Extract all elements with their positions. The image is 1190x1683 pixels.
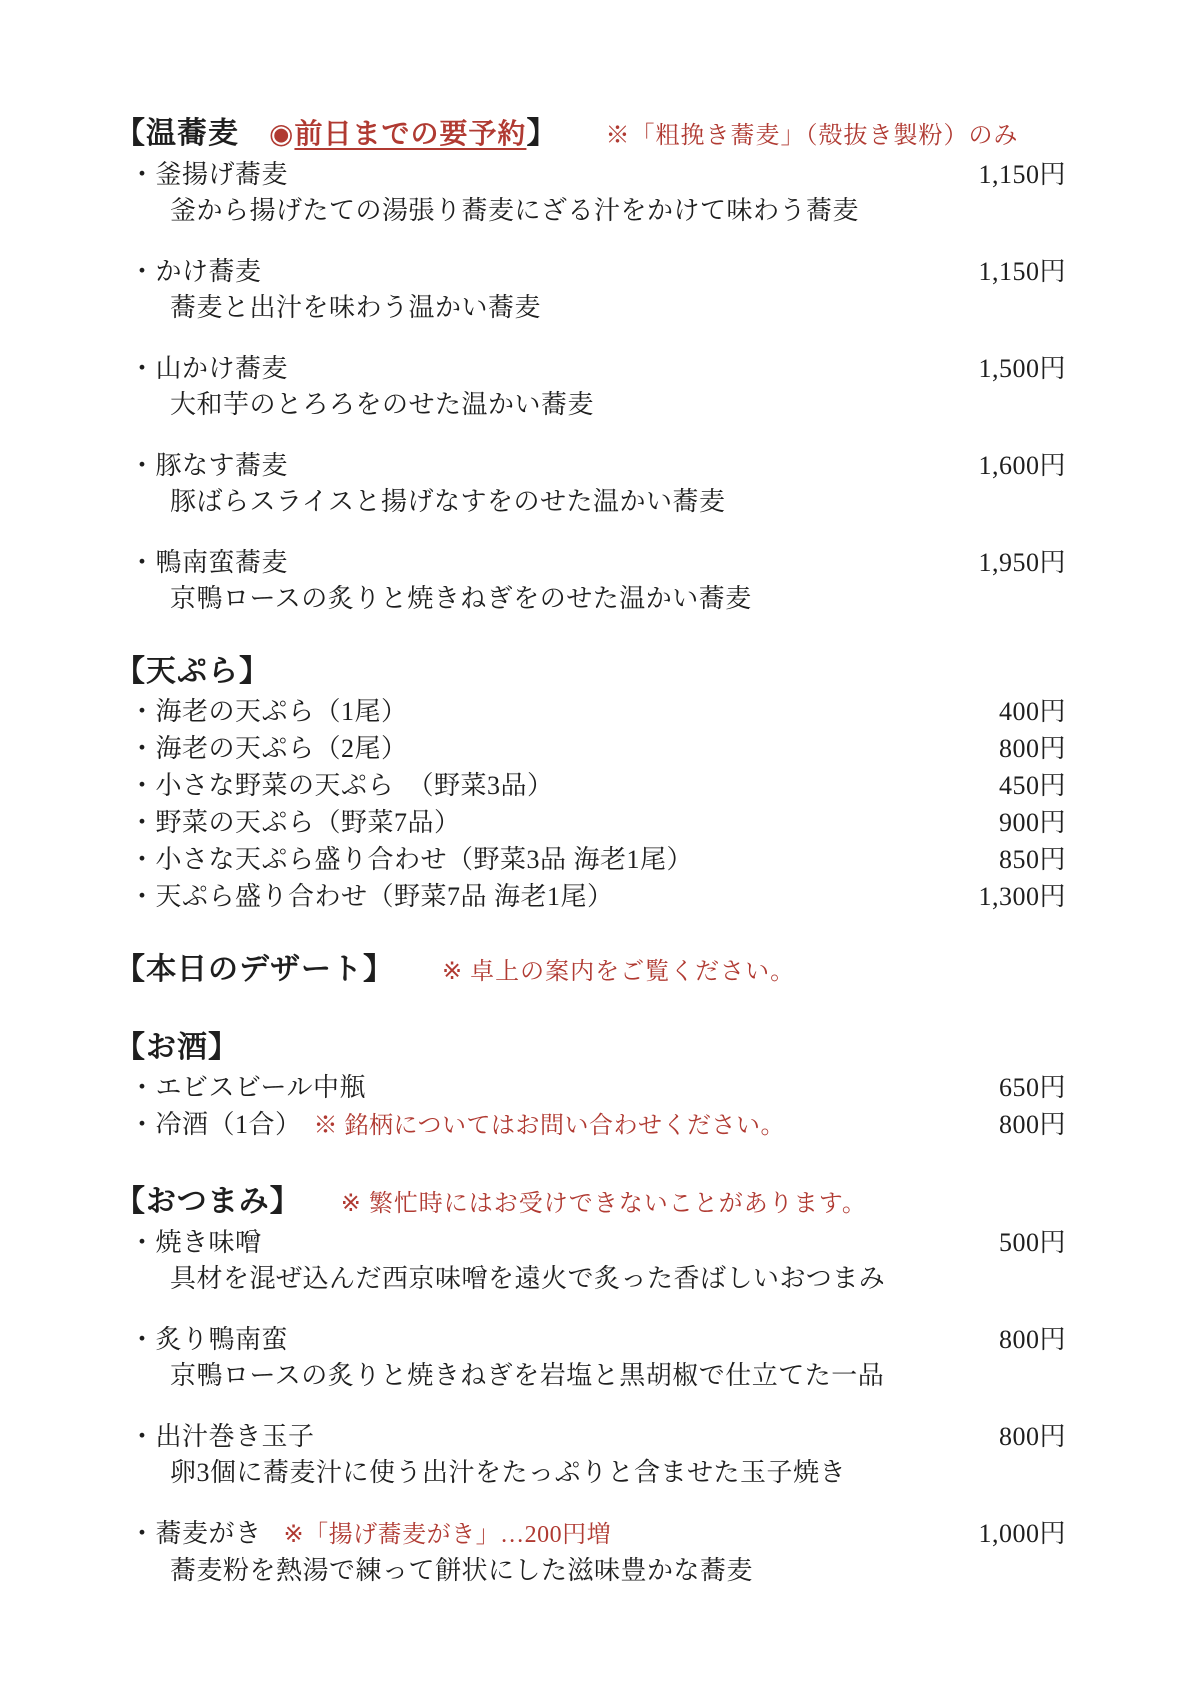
item-name: ・山かけ蕎麦 [129,354,289,383]
menu-item-sobagaki [115,1516,1066,1589]
item-price: 800円 [998,1110,1066,1139]
item-price: 1,150円 [978,257,1066,286]
section-tempura [115,651,1066,915]
item-inline-note: ※「揚げ蕎麦がき」…200円増 [283,1522,612,1548]
reservation-mark-icon: ◉ [269,119,295,150]
item-description: 豚ばらスライスと揚げなすをのせた温かい蕎麦 [170,487,726,516]
item-row [115,448,1066,484]
item-name: ・小さな天ぷら盛り合わせ（野菜3品 海老1尾） [129,845,694,874]
warm-soba-heading [115,113,1066,157]
item-name [129,1419,315,1455]
item-row [115,254,1066,290]
item-price: 800円 [998,1422,1066,1451]
otsumami-note: ※ 繁忙時にはお受けできないことがあります。 [340,1191,867,1217]
warm-soba-title: 【温蕎麦 [115,117,239,150]
menu-item-ebi-tempura-2 [115,730,1066,767]
menu-item-kamaage-soba [115,157,1066,229]
item-name-text: ・エビスビール中瓶 [129,1073,366,1102]
section-warm-soba [115,113,1066,617]
drinks-heading: 【お酒】 [115,1031,239,1064]
item-description: 京鴨ロースの炙りと焼きねぎを岩塩と黒胡椒で仕立てた一品 [170,1361,885,1390]
menu-item-vegetable-tempura [115,804,1066,841]
item-price: 1,150円 [978,160,1066,189]
menu-item-small-vegetable-tempura [115,767,1066,804]
item-name: ・鴨南蛮蕎麦 [129,548,289,577]
item-name-text: ・出汁巻き玉子 [129,1422,315,1451]
menu-item-cold-sake [115,1106,1066,1145]
item-name: ・豚なす蕎麦 [129,451,289,480]
otsumami-title: 【おつまみ】 [115,1185,301,1218]
item-description: 卵3個に蕎麦汁に使う出汁をたっぷりと含ませた玉子焼き [170,1458,847,1487]
item-description: 蕎麦と出汁を味わう温かい蕎麦 [170,293,542,322]
item-name: ・野菜の天ぷら（野菜7品） [129,808,461,837]
item-price: 800円 [998,1325,1066,1354]
item-price: 500円 [998,1228,1066,1257]
menu-item-aburi-kamonanban [115,1322,1066,1394]
warm-soba-bracket-close: 】 [526,117,558,150]
item-row [115,1322,1066,1358]
warm-soba-note: ※「粗挽き蕎麦」（殻抜き製粉）のみ [605,123,1019,149]
otsumami-heading [115,1181,1066,1225]
item-row [115,157,1066,193]
item-name-text: ・蕎麦がき [129,1519,262,1548]
tempura-heading: 【天ぷら】 [115,655,270,688]
item-description: 蕎麦粉を熱湯で練って餅状にした滋味豊かな蕎麦 [170,1556,754,1585]
menu-item-butanasu-soba [115,448,1066,520]
item-name-text: ・冷酒（1合） [129,1110,302,1139]
item-name [129,1516,611,1553]
item-price: 900円 [998,808,1066,837]
item-name [129,1225,262,1261]
menu-item-yebisu-beer [115,1069,1066,1106]
item-name [129,1322,288,1358]
item-row [115,545,1066,581]
menu-item-kake-soba [115,254,1066,326]
section-drinks [115,1027,1066,1145]
reservation-note [269,119,526,150]
item-row [115,351,1066,387]
item-price: 400円 [998,697,1066,726]
menu-item-small-tempura-assortment [115,841,1066,878]
item-name-text: ・炙り鴨南蛮 [129,1325,289,1354]
reservation-text: 前日までの要予約 [294,119,527,150]
item-inline-note: ※ 銘柄についてはお問い合わせください。 [313,1113,786,1139]
item-price: 1,000円 [978,1519,1066,1548]
dessert-note: ※ 卓上の案内をご覧ください。 [442,959,796,985]
item-description: 大和芋のとろろをのせた温かい蕎麦 [170,390,595,419]
item-price: 1,950円 [978,548,1066,577]
item-name [129,1069,366,1106]
item-name: ・天ぷら盛り合わせ（野菜7品 海老1尾） [129,882,614,911]
item-name: ・かけ蕎麦 [129,257,262,286]
menu-item-yaki-miso [115,1225,1066,1297]
item-description: 京鴨ロースの炙りと焼きねぎをのせた温かい蕎麦 [170,584,752,613]
section-dessert [115,949,1066,993]
item-name: ・小さな野菜の天ぷら （野菜3品） [129,771,554,800]
menu-item-kamonanban-soba [115,545,1066,617]
item-price: 850円 [998,845,1066,874]
item-price: 450円 [998,771,1066,800]
item-name-text: ・焼き味噌 [129,1228,262,1257]
item-price: 1,500円 [978,354,1066,383]
item-row [115,1225,1066,1261]
item-price: 1,600円 [978,451,1066,480]
item-name: ・釜揚げ蕎麦 [129,160,289,189]
item-price: 650円 [998,1073,1066,1102]
menu-item-ebi-tempura-1 [115,693,1066,730]
section-otsumami [115,1181,1066,1589]
item-row [115,1419,1066,1455]
item-name [129,1106,785,1145]
menu-item-yamakake-soba [115,351,1066,423]
item-name: ・海老の天ぷら（2尾） [129,734,408,763]
item-description: 具材を混ぜ込んだ西京味噌を遠火で炙った香ばしいおつまみ [170,1264,886,1293]
item-price: 800円 [998,734,1066,763]
dessert-title: 【本日のデザート】 [115,953,394,986]
item-row [115,1516,1066,1553]
dessert-heading [115,949,1066,993]
item-description: 釜から揚げたての湯張り蕎麦にざる汁をかけて味わう蕎麦 [170,196,860,225]
item-price: 1,300円 [978,882,1066,911]
item-name: ・海老の天ぷら（1尾） [129,697,408,726]
menu-item-dashimaki-tamago [115,1419,1066,1491]
menu-item-tempura-assortment [115,878,1066,915]
